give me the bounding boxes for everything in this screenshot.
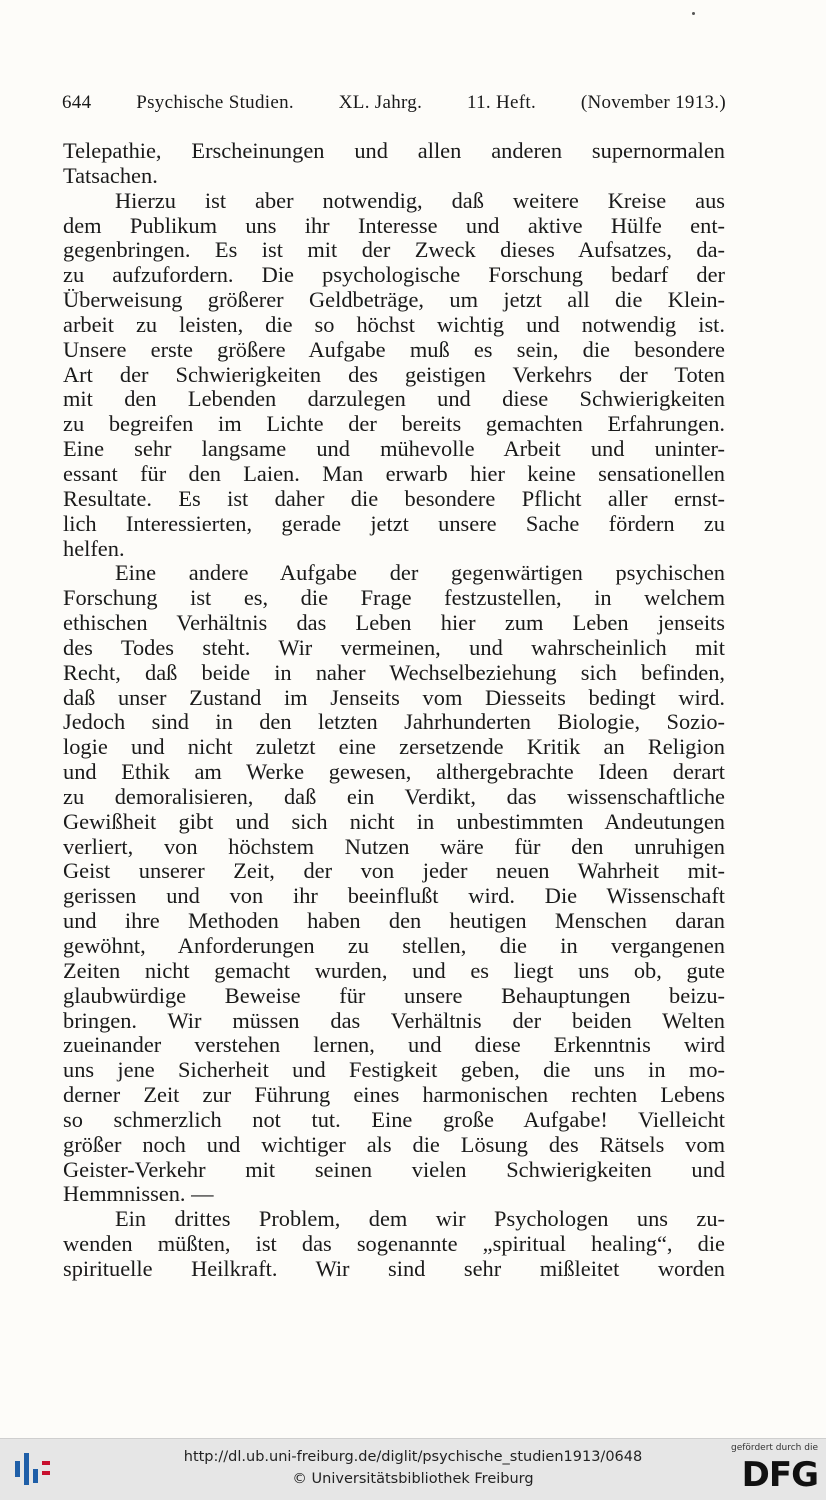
text-line: größer noch und wichtiger als die Lösung des Rätsels vom <box>63 1131 725 1157</box>
text-line: zu aufzufordern. Die psychologische Forschung bedarf der <box>63 262 725 288</box>
journal-title: Psychische Studien. <box>136 92 294 113</box>
text-line: Art der Schwierigkeiten des geistigen Verkehrs der Toten <box>63 361 725 387</box>
permalink[interactable]: http://dl.ub.uni-freiburg.de/diglit/psychische_studien1913/0648 <box>183 1449 643 1465</box>
text-line: gerissen und von ihr beeinflußt wird. Die Wissenschaft <box>63 883 725 909</box>
text-line: essant für den Laien. Man erwarb hier keine sensationellen <box>63 460 725 486</box>
text-line: ethischen Verhältnis das Leben hier zum Leben jenseits <box>63 610 725 636</box>
dfg-logo <box>728 1443 818 1497</box>
text-line: daß unser Zustand im Jenseits vom Diesseits bedingt wird. <box>63 684 725 710</box>
text-line: gewöhnt, Anforderungen zu stellen, die in vergangenen <box>63 933 725 958</box>
text-line: Recht, daß beide in naher Wechselbeziehung sich befinden, <box>63 659 725 685</box>
issue-date: (November 1913.) <box>580 92 726 113</box>
text-line: Zeiten nicht gemacht wurden, und es liegt uns ob, gute <box>63 957 725 983</box>
text-line: Hierzu ist aber notwendig, daß weitere Kreise aus <box>115 187 725 213</box>
text-line: Überweisung größerer Geldbeträge, um jetzt all die Klein- <box>63 287 725 313</box>
text-line: Eine andere Aufgabe der gegenwärtigen psychischen <box>115 560 725 586</box>
text-line: Unsere erste größere Aufgabe muß es sein, die besondere <box>63 336 725 362</box>
text-line: zu demoralisieren, daß ein Verdikt, das wissenschaftliche <box>63 783 725 809</box>
text-line: zueinander verstehen lernen, und diese Erkenntnis wird <box>63 1032 725 1058</box>
text-line: so schmerzlich not tut. Eine große Aufgabe! Vielleicht <box>63 1106 725 1132</box>
text-line: uns jene Sicherheit und Festigkeit geben, die uns in mo- <box>63 1057 725 1083</box>
body-text <box>63 139 725 1282</box>
text-line: Resultate. Es ist daher die besondere Pflicht aller ernst- <box>63 485 725 511</box>
text-line: wenden müßten, ist das sogenannte „spiritual healing“, die <box>63 1231 725 1257</box>
text-line: Jedoch sind in den letzten Jahrhunderten Biologie, Sozio- <box>63 709 725 735</box>
text-line: Forschung ist es, die Frage festzustellen, in welchem <box>63 585 725 611</box>
text-line: Geister-Verkehr mit seinen vielen Schwierigkeiten und <box>63 1156 725 1182</box>
text-line: Gewißheit gibt und sich nicht in unbestimmten Andeutungen <box>63 808 725 834</box>
scan-speck <box>692 12 695 15</box>
text-line: zu begreifen im Lichte der bereits gemachten Erfahrungen. <box>63 411 725 437</box>
text-line: mit den Lebenden darzulegen und diese Schwierigkeiten <box>63 386 725 412</box>
text-line: logie und nicht zuletzt eine zersetzende Kritik an Religion <box>63 734 725 760</box>
text-line: gegenbringen. Es ist mit der Zweck dieses Aufsatzes, da- <box>63 237 725 263</box>
text-line: bringen. Wir müssen das Verhältnis der beiden Welten <box>63 1007 725 1033</box>
text-line: und ihre Methoden haben den heutigen Menschen daran <box>63 908 725 934</box>
issue: 11. Heft. <box>466 92 536 113</box>
text-line: dem Publikum uns ihr Interesse und aktive Hülfe ent- <box>63 212 725 238</box>
text-line: Telepathie, Erscheinungen und allen anderen supernormalen <box>63 138 725 163</box>
text-line: Geist unserer Zeit, der von jeder neuen Wahrheit mit- <box>63 858 725 884</box>
text-line: Hemmnissen. — <box>63 1181 214 1207</box>
text-line: lich Interessierten, gerade jetzt unsere Sache fördern zu <box>63 510 725 536</box>
text-line: arbeit zu leisten, die so höchst wichtig und notwendig ist. <box>63 311 725 337</box>
text-line: und Ethik am Werke gewesen, althergebrachte Ideen derart <box>63 759 725 785</box>
page-number: 644 <box>62 92 92 113</box>
text-line: des Todes steht. Wir vermeinen, und wahrscheinlich mit <box>63 634 725 660</box>
viewer-footer <box>0 1438 826 1500</box>
sponsor-caption: gefördert durch die <box>731 1443 818 1453</box>
text-line: spirituelle Heilkraft. Wir sind sehr mißleitet worden <box>63 1255 725 1281</box>
text-line: glaubwürdige Beweise für unsere Behauptungen beizu- <box>63 982 725 1008</box>
text-line: Eine sehr langsame und mühevolle Arbeit und uninter- <box>63 436 725 462</box>
dfg-wordmark: DFG <box>741 1455 818 1495</box>
text-line: derner Zeit zur Führung eines harmonischen rechten Lebens <box>63 1082 725 1108</box>
text-line: Ein drittes Problem, dem wir Psychologen uns zu- <box>115 1206 725 1232</box>
text-line: Tatsachen. <box>63 162 158 188</box>
text-line: helfen. <box>63 535 125 561</box>
running-header <box>62 92 726 114</box>
text-line: verliert, von höchstem Nutzen wäre für den unruhigen <box>63 833 725 859</box>
copyright-notice: © Universitätsbibliothek Freiburg <box>292 1471 534 1487</box>
volume: XL. Jahrg. <box>338 92 423 113</box>
